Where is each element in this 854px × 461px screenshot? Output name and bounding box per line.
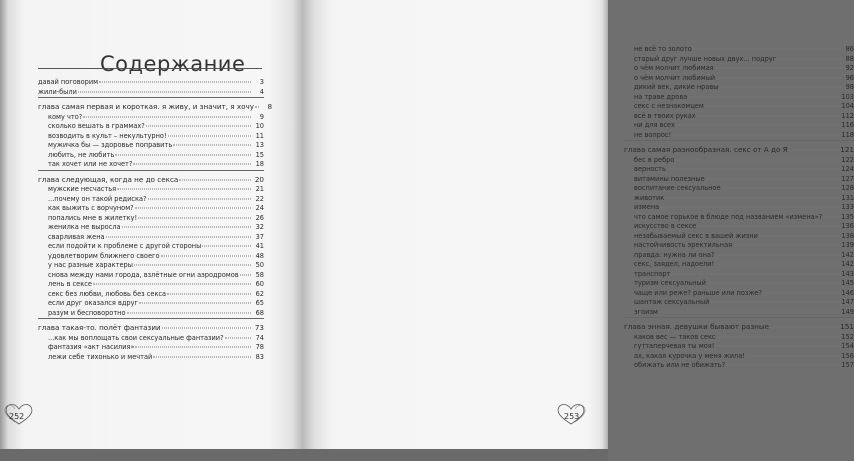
entry-page-number: 78 [255, 343, 264, 351]
dot-leader [770, 327, 839, 328]
entry-title: воспитание сексуальное [634, 184, 721, 192]
entry-title: глава энная. девушки бывают разные [624, 322, 769, 331]
toc-entry [38, 252, 264, 262]
dot-leader [134, 265, 251, 266]
dot-leader [707, 283, 840, 284]
toc-chapter [624, 145, 854, 156]
toc-entry [38, 280, 264, 290]
entry-title: что самое горькое в блюде под названием «измена»? [634, 212, 823, 221]
toc-chapter [38, 323, 264, 334]
entry-page-number: 11 [255, 131, 264, 140]
dot-leader [162, 328, 251, 329]
entry-title: сколько вешать в граммах? [48, 122, 145, 130]
entry-title: о чём молчит любимая [634, 64, 714, 72]
toc-entry [624, 194, 854, 204]
dot-leader [202, 246, 251, 247]
toc-group [38, 170, 264, 319]
dot-leader [127, 312, 251, 313]
background-strip [0, 449, 608, 461]
entry-title: животик [634, 193, 665, 202]
page-number: 252 [9, 412, 25, 421]
entry-page-number: 96 [845, 73, 854, 82]
page-number: 253 [564, 412, 580, 421]
entry-page-number: 88 [845, 54, 854, 63]
entry-title: как выжить с ворчуном? [48, 204, 134, 212]
dot-leader [138, 217, 251, 218]
entry-title: транспорт [634, 269, 671, 278]
toc-entry [38, 78, 264, 88]
toc-entry [624, 93, 854, 103]
entry-title: измена [634, 203, 660, 211]
entry-title: гуттаперчевая ты моя! [634, 342, 715, 350]
dot-leader [167, 293, 251, 294]
dot-leader [705, 106, 841, 107]
entry-page-number: 151 [840, 322, 854, 331]
toc-entry [38, 299, 264, 309]
entry-page-number: 8 [267, 102, 273, 111]
dot-leader [676, 125, 840, 126]
entry-page-number: 142 [841, 250, 854, 259]
entry-page-number: 37 [255, 232, 264, 241]
toc-entry [624, 112, 854, 122]
toc-entry [38, 242, 264, 252]
toc-entry [624, 308, 854, 318]
entry-title: давай поговорим [38, 78, 99, 86]
dot-leader [139, 303, 251, 304]
dot-leader [173, 145, 251, 146]
entry-title: настойчивость эректильная [634, 241, 733, 249]
right-page [302, 0, 854, 449]
toc-entry [38, 160, 264, 170]
toc-entry [624, 289, 854, 299]
toc-entry [624, 213, 854, 223]
entry-page-number: 68 [255, 308, 264, 317]
entry-page-number: 32 [255, 223, 264, 231]
toc-entry [624, 279, 854, 289]
toc-entry [624, 64, 854, 74]
toc-entry [38, 214, 264, 224]
dot-leader [255, 107, 259, 108]
toc-entry [38, 204, 264, 214]
entry-title: незабываемый секс в вашей жизни [634, 231, 758, 240]
entry-page-number: 4 [259, 87, 264, 96]
dot-leader [135, 347, 251, 348]
dot-leader [716, 77, 841, 78]
toc-entry [624, 298, 854, 308]
entry-page-number: 143 [841, 269, 854, 278]
entry-title: возводить в культ – некультурно! [48, 131, 167, 140]
toc-entry [38, 271, 264, 281]
dot-leader [148, 198, 251, 199]
entry-title: эгоизм [634, 307, 658, 316]
dot-leader [168, 135, 251, 136]
dot-leader [693, 49, 841, 50]
entry-title: секс без любви, любовь без секса [48, 289, 167, 298]
entry-page-number: 124 [841, 165, 854, 173]
entry-title: ах, какая курочка у меня жила! [634, 351, 745, 360]
entry-title: лежи себе тихонько и мечтай [48, 352, 153, 361]
entry-page-number: 65 [255, 299, 264, 307]
dot-leader [697, 115, 841, 116]
entry-title: искусство в сексе [634, 222, 697, 230]
toc-entry [38, 290, 264, 300]
dot-leader [759, 235, 841, 236]
entry-page-number: 20 [254, 174, 264, 184]
entry-title: разум и бесповоротно [48, 308, 126, 317]
entry-title: не вопрос! [634, 130, 672, 139]
entry-page-number: 127 [841, 174, 854, 183]
dot-leader [763, 292, 841, 293]
entry-title: глава самая разнообразная. секс от А до Я [624, 145, 788, 154]
toc-entry [624, 83, 854, 93]
toc-entry [624, 121, 854, 131]
entry-title: секс, заядел, надоели! [634, 260, 715, 268]
entry-page-number: 48 [255, 251, 264, 260]
toc-entry [624, 342, 854, 352]
dot-leader [706, 178, 841, 179]
toc-entry [624, 241, 854, 251]
entry-title: так хочет или не хочет? [48, 160, 133, 168]
entry-page-number: 73 [254, 323, 264, 332]
entry-title: правда: нужна ли она? [634, 250, 715, 259]
dot-leader [720, 87, 841, 88]
entry-title: чаще или реже? раньше или позже? [634, 288, 762, 297]
dot-leader [161, 255, 251, 256]
entry-title: мужские несчастья [48, 185, 117, 193]
dot-leader [715, 264, 840, 265]
toc-entry [624, 55, 854, 65]
dot-leader [133, 164, 251, 165]
entry-page-number: 128 [841, 184, 854, 192]
toc-chapter [38, 175, 264, 186]
dot-leader [715, 254, 840, 255]
dot-leader [722, 188, 841, 189]
entry-page-number: 92 [845, 64, 854, 72]
toc-entry [38, 151, 264, 161]
entry-title: мужичка бы — здоровье поправить [48, 141, 173, 149]
entry-page-number: 104 [841, 102, 854, 110]
entry-page-number: 131 [841, 193, 854, 202]
toc-entry [624, 74, 854, 84]
entry-page-number: 146 [841, 288, 854, 297]
entry-title: всё в твоих руках [634, 111, 696, 120]
toc-entry [624, 102, 854, 112]
entry-page-number: 122 [841, 155, 854, 164]
dot-leader [697, 226, 840, 227]
dot-leader [789, 150, 840, 151]
dot-leader [671, 273, 840, 274]
dot-leader [667, 169, 841, 170]
entry-title: секс с незнакомцем [634, 102, 704, 110]
toc-entry [38, 353, 264, 363]
entry-title: удовлетворим ближнего своего [48, 251, 160, 260]
entry-page-number: 21 [255, 185, 264, 193]
entry-title: попались мне в жилетку! [48, 213, 138, 222]
dot-leader [675, 159, 840, 160]
entry-title: если друг оказался вдруг [48, 299, 138, 307]
dot-leader [660, 207, 840, 208]
entry-page-number: 157 [841, 361, 854, 369]
dot-leader [93, 284, 251, 285]
toc-entry [624, 260, 854, 270]
dot-leader [115, 154, 251, 155]
toc-chapter [38, 102, 273, 113]
entry-page-number: 18 [255, 160, 264, 168]
toc-entry [38, 261, 264, 271]
entry-page-number: 74 [255, 333, 264, 342]
entry-page-number: 149 [841, 307, 854, 316]
toc-entry [624, 222, 854, 232]
entry-page-number: 62 [255, 289, 264, 298]
toc-entry [38, 141, 264, 151]
toc-group [624, 140, 854, 317]
entry-page-number: 13 [255, 141, 264, 149]
entry-page-number: 135 [841, 212, 854, 221]
entry-page-number: 112 [841, 111, 854, 120]
entry-page-number: 103 [841, 92, 854, 101]
toc-entry [624, 352, 854, 362]
toc-entry [38, 185, 264, 195]
toc-entry [38, 223, 264, 233]
toc-group [624, 45, 854, 140]
toc-entry [624, 45, 854, 55]
entry-page-number: 116 [841, 121, 854, 129]
dot-leader [688, 96, 840, 97]
entry-title: бес в ребро [634, 155, 675, 164]
toc-entry [38, 309, 264, 319]
toc-left [38, 78, 273, 362]
entry-page-number: 41 [255, 242, 264, 250]
entry-title: старый друг лучше новых двух... подруг [634, 54, 777, 63]
toc-entry [38, 343, 264, 353]
dot-leader [717, 336, 841, 337]
entry-title: любить, не любить [48, 150, 115, 159]
entry-title: ни для всех [634, 121, 675, 129]
toc-chapter [624, 322, 854, 333]
entry-page-number: 9 [259, 112, 264, 121]
title-rule [38, 68, 262, 69]
entry-page-number: 152 [841, 332, 854, 341]
entry-title: ...почему он такой редиска? [48, 194, 147, 203]
dot-leader [777, 58, 841, 59]
entry-page-number: 26 [255, 213, 264, 222]
dot-leader [710, 302, 840, 303]
dot-leader [715, 68, 841, 69]
toc-entry [624, 184, 854, 194]
entry-page-number: 145 [841, 279, 854, 287]
toc-group [624, 317, 854, 371]
entry-page-number: 60 [255, 280, 264, 288]
toc-entry [624, 333, 854, 343]
entry-title: снова между нами города, взлётные огни аэродромов [48, 270, 239, 279]
dot-leader [106, 236, 251, 237]
dot-leader [83, 116, 251, 117]
entry-page-number: 10 [255, 122, 264, 130]
entry-title: верность [634, 165, 666, 173]
dot-leader [672, 134, 840, 135]
entry-page-number: 118 [841, 130, 854, 139]
dot-leader [746, 355, 841, 356]
dot-leader [823, 216, 840, 217]
toc-group [38, 78, 264, 97]
left-page [0, 0, 302, 449]
entry-title: женилка не выросла [48, 223, 121, 231]
toc-entry [624, 156, 854, 166]
toc-entry [38, 88, 264, 98]
toc-right [624, 45, 854, 371]
entry-page-number: 139 [841, 241, 854, 249]
entry-page-number: 133 [841, 203, 854, 211]
entry-title: о чём молчит любимый [634, 73, 716, 82]
toc-entry [38, 122, 264, 132]
toc-entry [624, 131, 854, 141]
entry-title: сварливая жена [48, 232, 105, 241]
entry-title: шантаж сексуальный [634, 298, 710, 306]
entry-title: глава следующая, когда не до секса [38, 174, 179, 184]
entry-page-number: 58 [255, 270, 264, 279]
dot-leader [179, 179, 251, 180]
entry-title: туризм сексуальный [634, 279, 706, 287]
entry-page-number: 156 [841, 351, 854, 360]
dot-leader [240, 274, 251, 275]
dot-leader [733, 245, 840, 246]
entry-page-number: 3 [259, 78, 264, 86]
toc-entry [38, 132, 264, 142]
toc-entry [624, 165, 854, 175]
entry-title: фантазия «акт насилия» [48, 343, 135, 351]
dot-leader [715, 346, 840, 347]
entry-page-number: 136 [841, 222, 854, 230]
entry-title: на траве дрова [634, 92, 688, 101]
entry-page-number: 86 [845, 45, 854, 53]
dot-leader [153, 356, 251, 357]
toc-entry [624, 270, 854, 280]
dot-leader [225, 337, 251, 338]
page-title: Содержание [100, 52, 246, 77]
entry-page-number: 147 [841, 298, 854, 306]
toc-entry [624, 251, 854, 261]
entry-title: кому что? [48, 112, 83, 121]
toc-entry [38, 195, 264, 205]
entry-page-number: 83 [255, 352, 264, 361]
dot-leader [146, 126, 251, 127]
entry-title: обижать или не обижать? [634, 361, 726, 369]
entry-title: лень в сексе [48, 280, 92, 288]
dot-leader [117, 189, 251, 190]
dot-leader [78, 91, 251, 92]
dot-leader [122, 227, 251, 228]
entry-page-number: 15 [255, 150, 264, 159]
toc-entry [38, 113, 264, 123]
toc-entry [624, 361, 854, 371]
entry-title: если подойти к проблеме с другой стороны [48, 242, 202, 250]
entry-page-number: 121 [840, 145, 854, 154]
toc-entry [38, 233, 264, 243]
dot-leader [99, 82, 251, 83]
toc-group [38, 97, 273, 170]
entry-title: не всё то золото [634, 45, 692, 53]
entry-page-number: 154 [841, 342, 854, 350]
entry-title: глава такая-то. полёт фантазии [38, 323, 161, 332]
entry-title: дикий век, дикие нравы [634, 83, 719, 91]
dot-leader [665, 197, 840, 198]
entry-title: у нас разные характеры [48, 261, 133, 269]
toc-entry [624, 203, 854, 213]
toc-group [38, 318, 264, 362]
toc-entry [38, 334, 264, 344]
entry-page-number: 138 [841, 231, 854, 240]
entry-page-number: 50 [255, 261, 264, 269]
entry-title: каков вес — таков секс [634, 332, 716, 341]
dot-leader [659, 311, 841, 312]
entry-page-number: 142 [841, 260, 854, 268]
entry-title: глава самая первая и короткая. я живу, и значит, я хочу [38, 102, 255, 111]
entry-page-number: 24 [255, 204, 264, 212]
entry-title: витамины полезные [634, 174, 705, 183]
entry-title: жили-были [38, 87, 77, 96]
entry-page-number: 98 [845, 83, 854, 91]
dot-leader [135, 208, 251, 209]
entry-title: ...как мы воплощать свои сексуальные фантазии? [48, 333, 224, 342]
toc-entry [624, 175, 854, 185]
toc-entry [624, 232, 854, 242]
entry-page-number: 22 [255, 194, 264, 203]
dot-leader [726, 365, 840, 366]
